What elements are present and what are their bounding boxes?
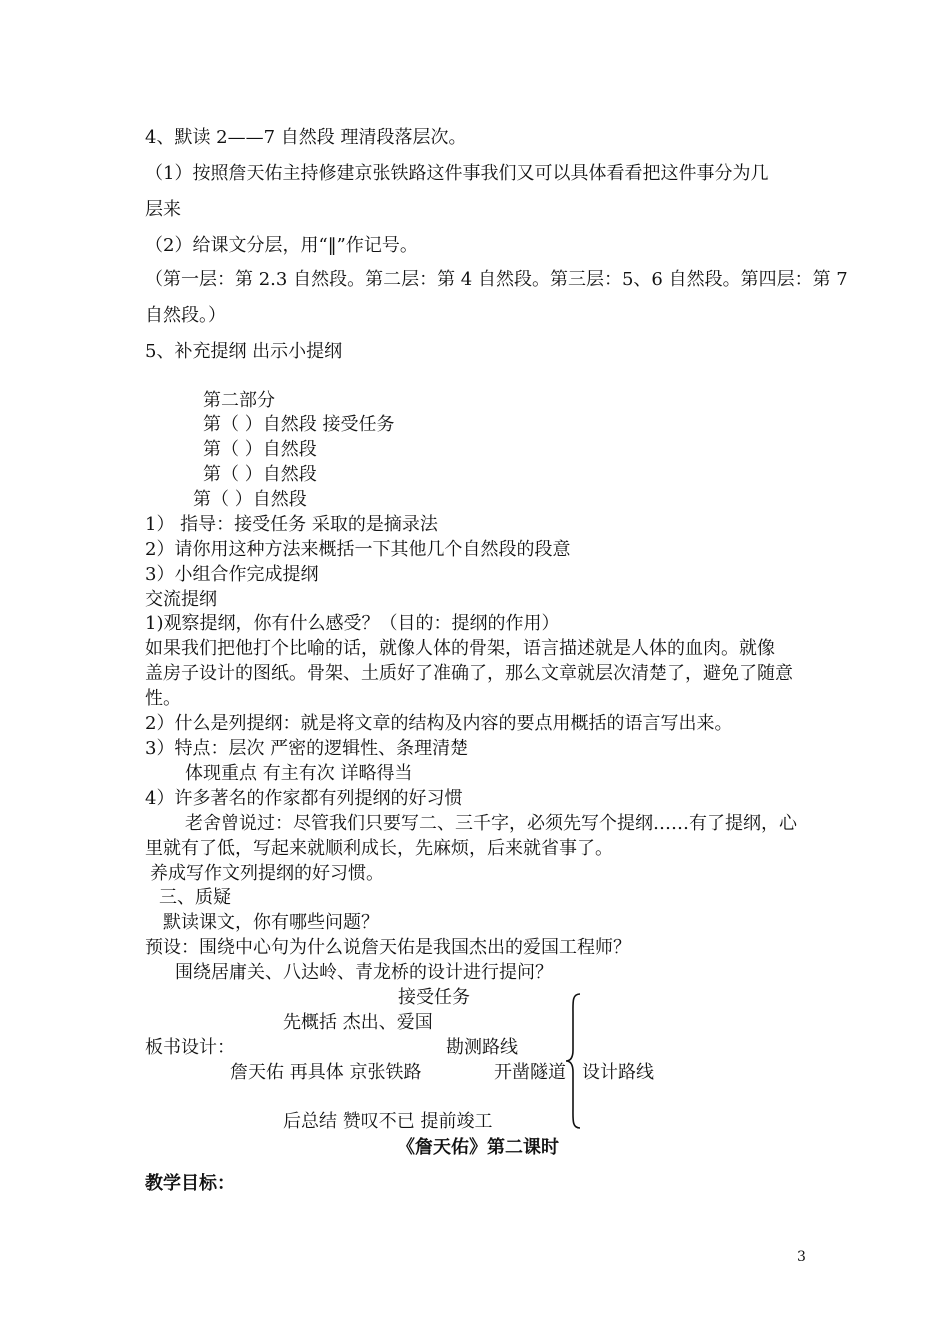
paragraph-line: 盖房子设计的图纸。骨架、土质好了准确了，那么文章就层次清楚了，避免了随意 — [145, 663, 793, 684]
board-text: 先概括 杰出、爱国 — [283, 1012, 433, 1033]
paragraph-line: 2）什么是列提纲：就是将文章的结构及内容的要点用概括的语言写出来。 — [145, 713, 733, 734]
paragraph-line: 养成写作文列提纲的好习惯。 — [150, 863, 384, 884]
paragraph-line: 里就有了低，写起来就顺利成长，先麻烦，后来就省事了。 — [145, 838, 613, 859]
outline-item: 第（ ）自然段 — [203, 464, 317, 485]
paragraph-line: 性。 — [145, 688, 181, 709]
section-heading: 三、质疑 — [159, 887, 231, 908]
outline-heading: 第二部分 — [203, 390, 275, 411]
paragraph-line: 自然段。） — [145, 305, 226, 326]
step-5-line: 5、补充提纲 出示小提纲 — [145, 341, 343, 362]
page-number: 3 — [797, 1249, 806, 1265]
paragraph-line: 3）小组合作完成提纲 — [145, 564, 319, 585]
paragraph-line: （第一层：第 2.3 自然段。第二层：第 4 自然段。第三层：5、6 自然段。第四层：第 7 — [145, 269, 848, 290]
brace-icon — [562, 992, 584, 1130]
objectives-heading: 教学目标： — [145, 1173, 235, 1194]
paragraph-line: 交流提纲 — [145, 589, 217, 610]
board-text: 詹天佑 再具体 京张铁路 — [230, 1062, 422, 1083]
board-text: 设计路线 — [582, 1062, 654, 1083]
outline-item: 第（ ）自然段 接受任务 — [203, 414, 395, 435]
board-text: 接受任务 — [398, 987, 470, 1008]
outline-item: 第（ ）自然段 — [203, 439, 317, 460]
paragraph-line: 预设：围绕中心句为什么说詹天佑是我国杰出的爱国工程师？ — [145, 937, 631, 958]
paragraph-line: 层来 — [145, 199, 181, 220]
paragraph-line: 1)观察提纲，你有什么感受？（目的：提纲的作用） — [145, 613, 560, 634]
lesson-title: 《詹天佑》第二课时 — [397, 1137, 559, 1158]
paragraph-line: 围绕居庸关、八达岭、青龙桥的设计进行提问？ — [175, 962, 553, 983]
paragraph-line: 如果我们把他打个比喻的话，就像人体的骨架，语言描述就是人体的血肉。就像 — [145, 638, 775, 659]
outline-item: 第（ ）自然段 — [193, 489, 307, 510]
board-label: 板书设计： — [145, 1037, 235, 1058]
paragraph-line: 老舍曾说过：尽管我们只要写二、三千字，必须先写个提纲……有了提纲，心 — [185, 813, 797, 834]
paragraph-line: 3）特点：层次 严密的逻辑性、条理清楚 — [145, 738, 469, 759]
step-4-line: 4、默读 2——7 自然段 理清段落层次。 — [145, 127, 467, 148]
paragraph-line: 2）请你用这种方法来概括一下其他几个自然段的段意 — [145, 539, 571, 560]
paragraph-line: 1） 指导：接受任务 采取的是摘录法 — [145, 514, 438, 535]
paragraph-line: （1）按照詹天佑主持修建京张铁路这件事我们又可以具体看看把这件事分为几 — [145, 163, 769, 184]
paragraph-line: 体现重点 有主有次 详略得当 — [185, 763, 413, 784]
paragraph-line: （2）给课文分层，用“‖”作记号。 — [145, 235, 418, 256]
paragraph-line: 默读课文，你有哪些问题？ — [163, 912, 379, 933]
paragraph-line: 4）许多著名的作家都有列提纲的好习惯 — [145, 788, 463, 809]
board-text: 开凿隧道 — [494, 1062, 566, 1083]
board-text: 勘测路线 — [446, 1037, 518, 1058]
board-text: 后总结 赞叹不已 提前竣工 — [283, 1111, 493, 1132]
